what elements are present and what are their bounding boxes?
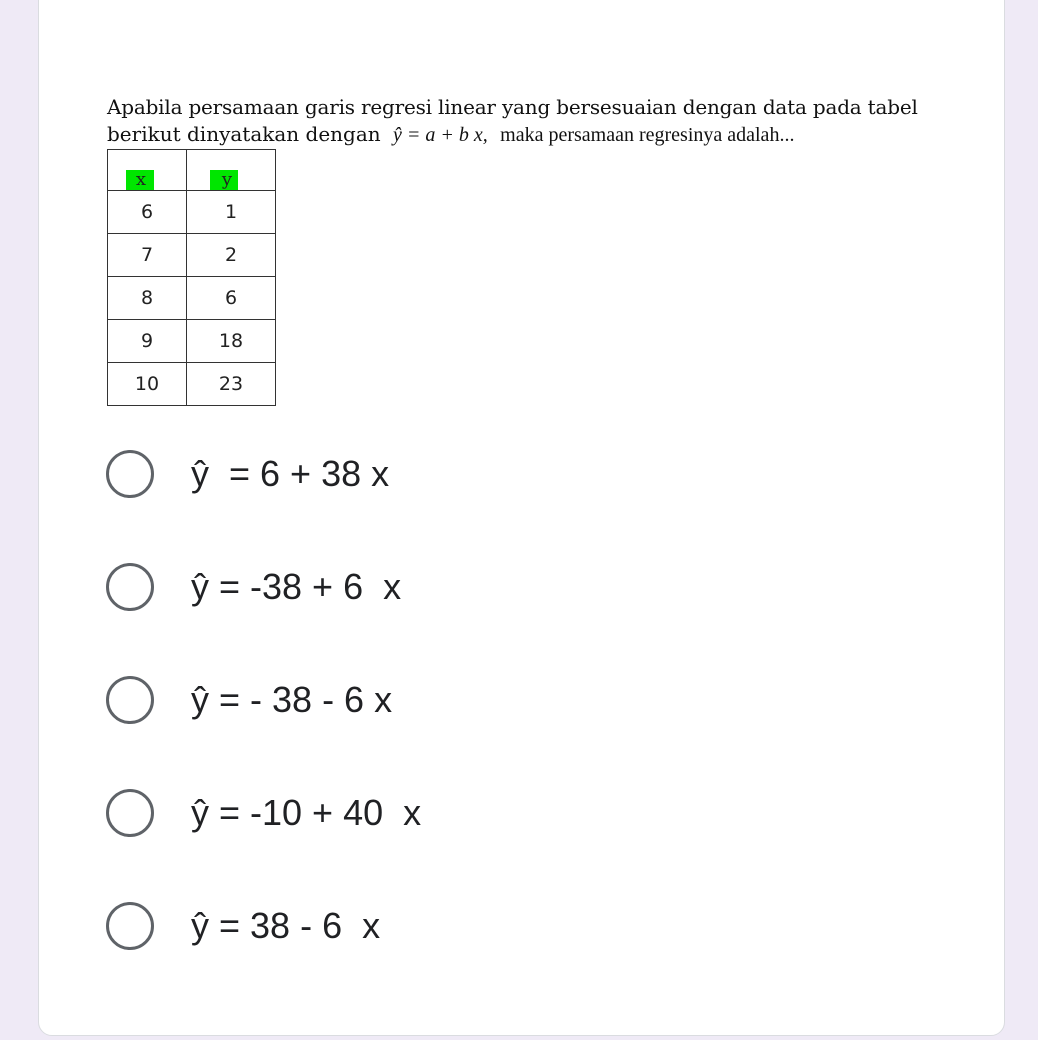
table-cell-y: 6 xyxy=(187,277,276,320)
option-5[interactable] xyxy=(106,899,421,953)
table-cell-y: 18 xyxy=(187,320,276,363)
question-text-line2 xyxy=(107,121,937,149)
option-3[interactable] xyxy=(106,673,421,727)
question-text-line1: Apabila persamaan garis regresi linear yang bersesuaian dengan data pada tabel xyxy=(107,95,918,119)
table-row xyxy=(108,320,276,363)
question-image xyxy=(107,94,937,149)
option-label[interactable]: ŷ = 38 - 6 x xyxy=(191,905,381,946)
table-cell-x: 8 xyxy=(108,277,187,320)
table-cell-y: 2 xyxy=(187,234,276,277)
data-table xyxy=(107,149,276,406)
header-y-label: y xyxy=(210,170,238,190)
table-row xyxy=(108,277,276,320)
table-row xyxy=(108,234,276,277)
option-label[interactable]: ŷ = 6 + 38 x xyxy=(191,453,390,494)
radio-button[interactable] xyxy=(106,450,154,498)
option-2[interactable] xyxy=(106,560,421,614)
radio-button[interactable] xyxy=(106,563,154,611)
table-cell-y: 1 xyxy=(187,191,276,234)
header-x-label: x xyxy=(126,170,154,190)
question-text-prefix: berikut dinyatakan dengan xyxy=(107,122,381,146)
radio-button[interactable] xyxy=(106,902,154,950)
table-header-row xyxy=(108,150,276,191)
option-4[interactable] xyxy=(106,786,421,840)
radio-button[interactable] xyxy=(106,789,154,837)
table-cell-x: 9 xyxy=(108,320,187,363)
table-cell-x: 10 xyxy=(108,363,187,406)
table-row xyxy=(108,191,276,234)
table-header-y xyxy=(187,150,276,191)
table-cell-x: 7 xyxy=(108,234,187,277)
option-1[interactable] xyxy=(106,447,421,501)
table-cell-y: 23 xyxy=(187,363,276,406)
option-label[interactable]: ŷ = - 38 - 6 x xyxy=(191,679,393,720)
table-cell-x: 6 xyxy=(108,191,187,234)
option-label[interactable]: ŷ = -10 + 40 x xyxy=(191,792,422,833)
table-header-x xyxy=(108,150,187,191)
option-label[interactable]: ŷ = -38 + 6 x xyxy=(191,566,402,607)
radio-button[interactable] xyxy=(106,676,154,724)
regression-formula: ŷ = a + b x, xyxy=(393,124,488,146)
question-text-suffix: maka persamaan regresinya adalah... xyxy=(500,124,795,146)
answer-options xyxy=(106,447,421,1012)
table-row xyxy=(108,363,276,406)
